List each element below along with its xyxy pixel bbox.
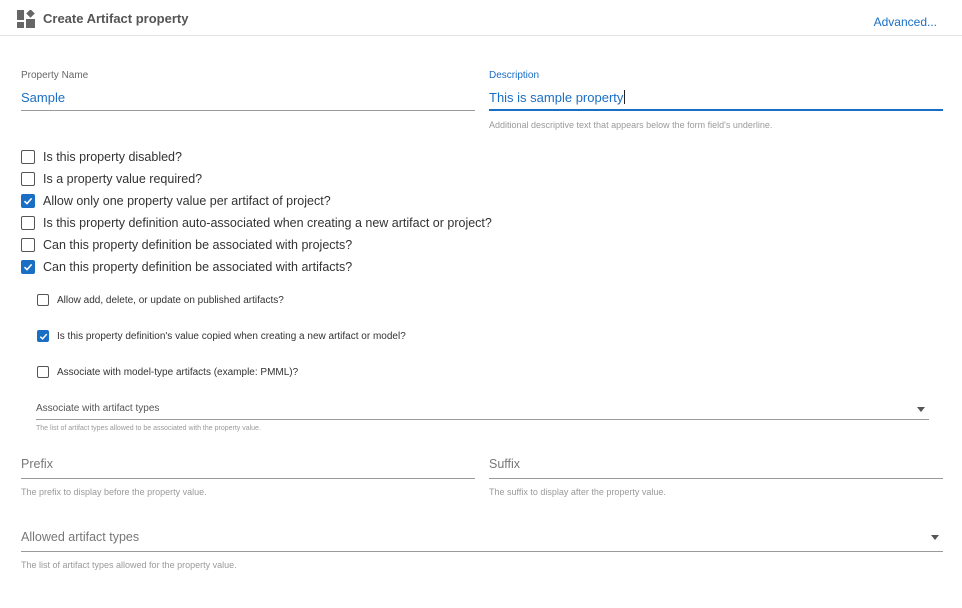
checkbox-label: Allow only one property value per artifact of project? — [43, 194, 331, 208]
description-value: This is sample property — [489, 90, 624, 105]
allowed-artifact-types-select[interactable] — [21, 527, 943, 572]
checkbox[interactable] — [21, 238, 35, 252]
property-name-label: Property Name — [21, 70, 89, 81]
option-associate-projects[interactable] — [21, 238, 352, 252]
associate-artifact-types-select[interactable] — [36, 398, 929, 436]
option-single-value[interactable] — [21, 194, 331, 208]
caret-down-icon[interactable] — [931, 535, 939, 540]
option-published-artifacts[interactable] — [37, 294, 284, 306]
checkbox-label: Associate with model-type artifacts (example: PMML)? — [57, 366, 299, 378]
description-label: Description — [489, 70, 540, 81]
checkbox-label: Allow add, delete, or update on published artifacts? — [57, 294, 284, 306]
checkbox[interactable] — [37, 330, 49, 342]
checkbox-label: Is a property value required? — [43, 172, 203, 186]
checkbox-label: Can this property definition be associated with projects? — [43, 238, 353, 252]
checkbox[interactable] — [37, 294, 49, 306]
prefix-field[interactable] — [21, 455, 475, 500]
dashboard-widgets-icon — [17, 10, 35, 28]
option-associate-artifacts[interactable] — [21, 260, 352, 274]
advanced-link[interactable]: Advanced... — [873, 15, 937, 29]
suffix-hint: The suffix to display after the property value. — [489, 487, 666, 497]
associate-artifact-types-placeholder: Associate with artifact types — [36, 403, 160, 414]
caret-down-icon[interactable] — [917, 407, 925, 412]
checkbox[interactable] — [21, 216, 35, 230]
description-underline — [489, 109, 943, 111]
prefix-hint: The prefix to display before the property value. — [21, 487, 207, 497]
description-hint: Additional descriptive text that appears below the form field's underline. — [489, 120, 773, 130]
checkbox[interactable] — [21, 172, 35, 186]
suffix-input[interactable]: Suffix — [489, 457, 521, 471]
suffix-underline — [489, 478, 943, 479]
checkbox[interactable] — [21, 194, 35, 208]
checkbox[interactable] — [21, 150, 35, 164]
option-model-type[interactable] — [37, 366, 298, 378]
associate-artifact-types-underline — [36, 419, 929, 420]
allowed-artifact-types-placeholder: Allowed artifact types — [21, 530, 140, 544]
description-field[interactable] — [489, 68, 943, 134]
option-disabled[interactable] — [21, 150, 182, 164]
checkbox-label: Is this property definition's value copied when creating a new artifact or model? — [57, 330, 406, 342]
checkbox-label: Can this property definition be associated with artifacts? — [43, 260, 353, 274]
allowed-artifact-types-hint: The list of artifact types allowed for the property value. — [21, 560, 237, 570]
property-name-input[interactable]: Sample — [21, 90, 66, 105]
prefix-underline — [21, 478, 475, 479]
checkmark-icon — [23, 196, 33, 206]
suffix-field[interactable] — [489, 455, 943, 500]
checkbox-label: Is this property disabled? — [43, 150, 182, 164]
checkmark-icon — [39, 332, 48, 341]
checkbox[interactable] — [37, 366, 49, 378]
dialog-header — [0, 0, 962, 36]
option-required[interactable] — [21, 172, 202, 186]
checkbox[interactable] — [21, 260, 35, 274]
prefix-input[interactable]: Prefix — [21, 457, 53, 471]
property-name-field[interactable] — [21, 68, 475, 128]
option-copy-value[interactable] — [37, 330, 406, 342]
description-input[interactable] — [489, 90, 625, 105]
property-name-underline — [21, 110, 475, 111]
option-auto-associated[interactable] — [21, 216, 492, 230]
dialog-title: Create Artifact property — [43, 11, 189, 26]
checkmark-icon — [23, 262, 33, 272]
associate-artifact-types-hint: The list of artifact types allowed to be associated with the property value. — [36, 425, 261, 432]
allowed-artifact-types-underline — [21, 551, 943, 552]
checkbox-label: Is this property definition auto-associated when creating a new artifact or project? — [43, 216, 492, 230]
text-cursor — [624, 90, 625, 104]
